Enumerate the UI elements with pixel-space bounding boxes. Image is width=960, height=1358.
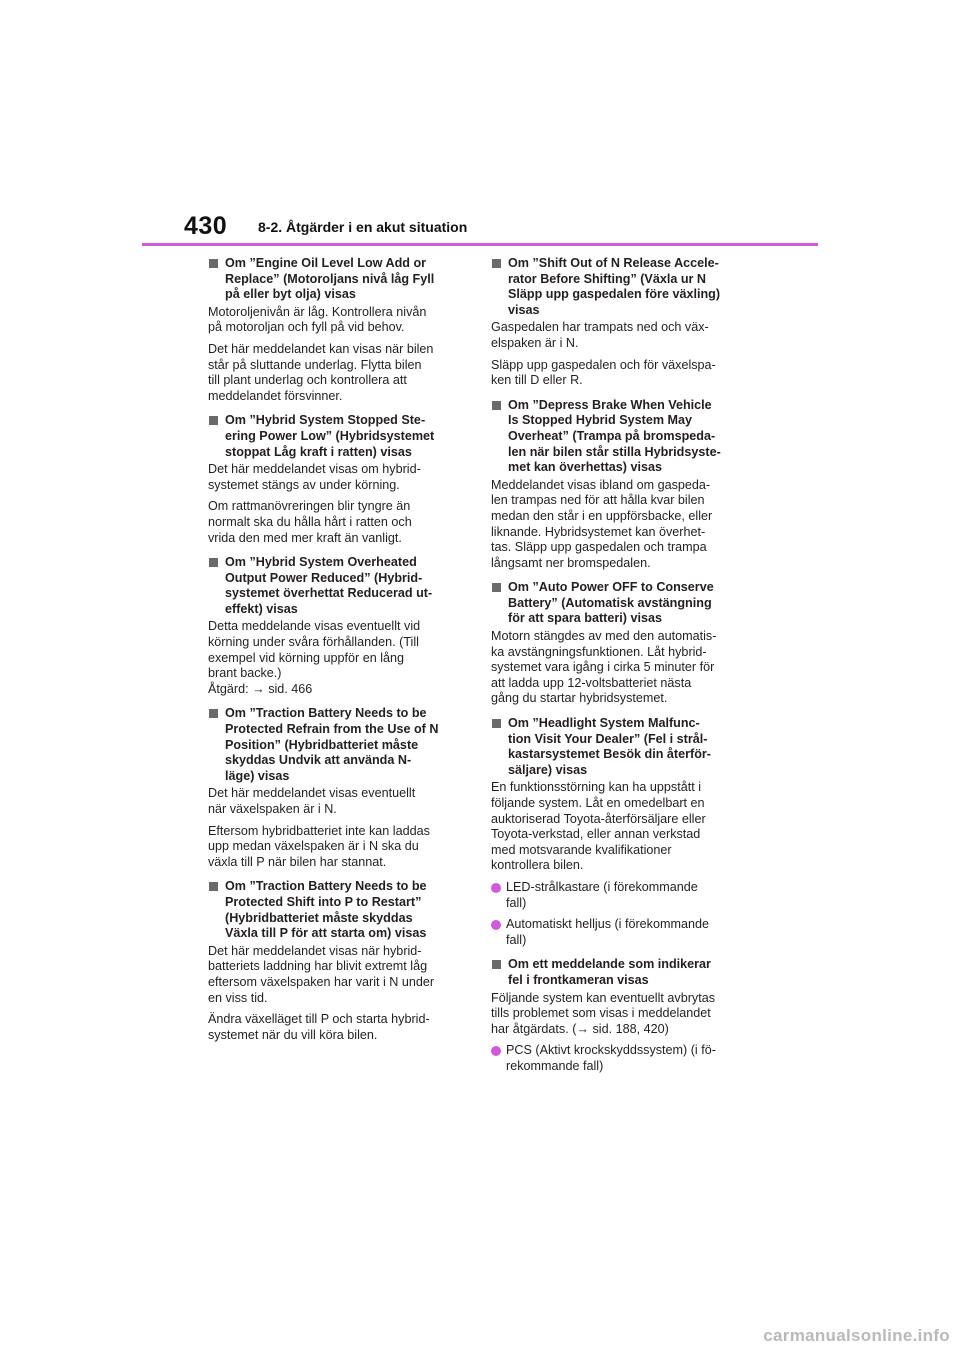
square-bullet-icon — [209, 558, 218, 567]
paragraph: Motorn stängdes av med den automatis- ka avstängningsfunktionen. Låt hybrid- systemet vara igång i cirka 5 minuter för att ladda upp 12-voltsbatteriet nästa gång du startar hybridsystemet. — [491, 629, 717, 706]
list-item — [491, 917, 753, 948]
section-steering-power — [208, 413, 470, 546]
section-heading — [208, 256, 470, 303]
heading-text: Om ”Engine Oil Level Low Add or Replace” (Motoroljans nivå låg Fyll på eller byt olja) visas — [225, 256, 435, 302]
square-bullet-icon — [209, 882, 218, 891]
paragraph: Det här meddelandet visas om hybrid- systemet stängs av under körning. — [208, 462, 421, 492]
paragraph: En funktionsstörning kan ha uppstått i följande system. Låt en omedelbart en auktoriserad Toyota-återförsäljare eller Toyota-verkstad, eller annan verkstad med motsvarande kvalifikationer kontrollera bilen. — [491, 780, 706, 873]
list-item-text: Automatiskt helljus (i förekommande fall) — [506, 917, 709, 947]
section-auto-power-off — [491, 580, 753, 707]
paragraph: Det här meddelandet visas eventuellt när växelspaken är i N. — [208, 786, 416, 816]
section-heading — [491, 957, 753, 988]
section-front-camera — [491, 957, 753, 1074]
heading-text: Om ”Auto Power OFF to Conserve Battery” (Automatisk avstängning för att spara batteri) visas — [508, 580, 714, 626]
paragraph: Om rattmanövreringen blir tyngre än normalt ska du hålla hårt i ratten och vrida den med mer kraft än vanligt. — [208, 499, 412, 545]
heading-text: Om ett meddelande som indikerar fel i frontkameran visas — [508, 957, 711, 987]
heading-text: Om ”Traction Battery Needs to be Protected Shift into P to Restart” (Hybridbatteriet måste skyddas Växla till P för att starta om) visas — [225, 879, 427, 941]
watermark: carmanualsonline.info — [763, 1326, 950, 1345]
circle-bullet-icon — [491, 920, 501, 930]
chapter-title: 8-2. Åtgärder i en akut situation — [258, 219, 468, 235]
paragraph: Det här meddelandet visas när hybrid- batteriets laddning har blivit extremt låg eftersom växelspaken har varit i N under en viss tid. — [208, 943, 435, 1005]
section-heading — [491, 256, 753, 318]
square-bullet-icon — [492, 401, 501, 410]
paragraph: Det här meddelandet kan visas när bilen står på sluttande underlag. Flytta bilen till plant underlag och kontrollera att meddelandet försvinner. — [208, 341, 434, 403]
square-bullet-icon — [492, 960, 501, 969]
section-heading — [491, 398, 753, 476]
page-number: 430 — [184, 212, 228, 240]
list-item-text: PCS (Aktivt krockskyddssystem) (i fö- rekommande fall) — [506, 1043, 716, 1073]
list-item — [491, 880, 753, 911]
section-heading — [491, 580, 753, 627]
paragraph: Ändra växelläget till P och starta hybrid- systemet när du vill köra bilen. — [208, 1012, 430, 1042]
square-bullet-icon — [209, 259, 218, 268]
paragraph: Gaspedalen har trampats ned och väx- elspaken är i N. — [491, 320, 709, 350]
section-engine-oil — [208, 256, 470, 404]
heading-text: Om ”Shift Out of N Release Accele- rator Before Shifting” (Växla ur N Släpp upp gaspedalen före växling) visas — [508, 256, 721, 317]
paragraph: Följande system kan eventuellt avbrytas tills problemet som visas i meddelandet har åtgärdats. (→ sid. 188, 420) — [491, 990, 716, 1036]
paragraph: Motoroljenivån är låg. Kontrollera nivån på motoroljan och fyll på vid behov. — [208, 304, 427, 335]
paragraph: Släpp upp gaspedalen och för växelspa- ken till D eller R. — [491, 357, 716, 388]
section-heading — [208, 706, 470, 784]
paragraph: Eftersom hybridbatteriet inte kan laddas upp medan växelspaken är i N ska du växla till P när bilen har stannat. — [208, 823, 430, 869]
section-heading — [491, 716, 753, 778]
left-column — [208, 256, 470, 1052]
section-heading — [208, 555, 470, 617]
right-column — [491, 256, 753, 1084]
paragraph: Detta meddelande visas eventuellt vid körning under svåra förhållanden. (Till exempel vid körning uppför en lång brant backe.) Åtgärd: → sid. 466 — [208, 619, 421, 696]
list-item-text: LED-strålkastare (i förekommande fall) — [506, 879, 698, 910]
square-bullet-icon — [209, 709, 218, 718]
heading-text: Om ”Traction Battery Needs to be Protected Refrain from the Use of N Position” (Hybridbatteriet måste skyddas Undvik att använda N- läge) visas — [225, 706, 439, 783]
square-bullet-icon — [209, 416, 218, 425]
heading-text: Om ”Hybrid System Overheated Output Power Reduced” (Hybrid- systemet överhettat Reducerad ut- effekt) visas — [225, 555, 433, 616]
heading-text: Om ”Depress Brake When Vehicle Is Stopped Hybrid System May Overheat” (Trampa på bromspeda- len när bilen står stilla Hybridsyste- met kan överhettas) visas — [508, 397, 721, 475]
section-headlight-malfunction — [491, 716, 753, 948]
heading-text: Om ”Hybrid System Stopped Ste- ering Power Low” (Hybridsystemet stoppat Låg kraft i ratten) visas — [225, 413, 435, 459]
heading-text: Om ”Headlight System Malfunc- tion Visit Your Dealer” (Fel i strål- kastarsystemet Besök din återför- säljare) visas — [508, 716, 711, 777]
circle-bullet-icon — [491, 1046, 501, 1056]
header-divider — [142, 243, 818, 246]
section-battery-n-position — [208, 706, 470, 870]
section-depress-brake — [491, 398, 753, 572]
section-shift-out-of-n — [491, 256, 753, 389]
circle-bullet-icon — [491, 883, 501, 893]
list-item — [491, 1043, 753, 1074]
square-bullet-icon — [492, 259, 501, 268]
section-battery-shift-p — [208, 879, 470, 1043]
section-heading — [208, 879, 470, 941]
paragraph: Meddelandet visas ibland om gaspeda- len trampas ned för att hålla kvar bilen medan den står i en uppförsbacke, eller liknande. Hybridsystemet kan överhet- tas. Släpp upp gaspedalen och trampa långsamt ner bromspedalen. — [491, 477, 713, 570]
square-bullet-icon — [492, 583, 501, 592]
section-overheated — [208, 555, 470, 697]
square-bullet-icon — [492, 719, 501, 728]
section-heading — [208, 413, 470, 460]
